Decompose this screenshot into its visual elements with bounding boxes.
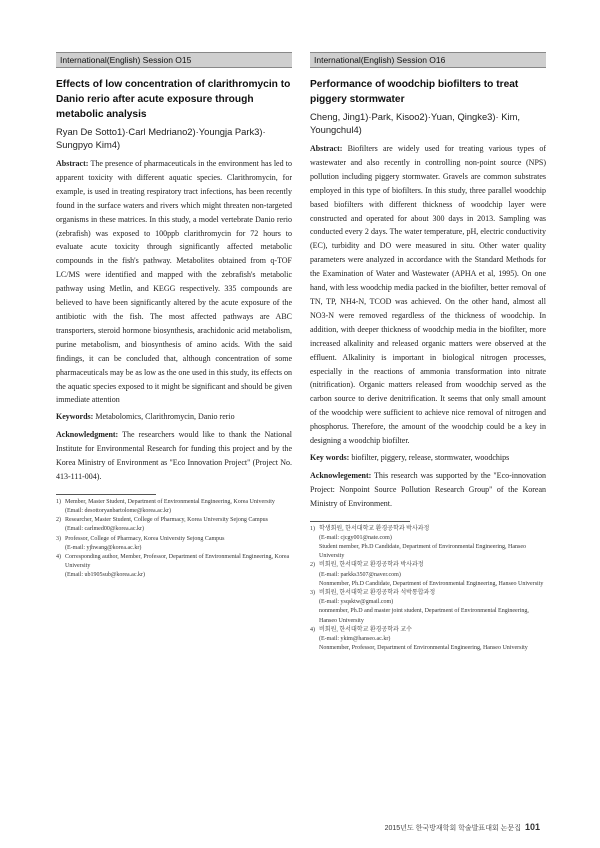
footnote-item	[56, 535, 292, 553]
footnote-text	[319, 589, 546, 626]
abstract	[56, 157, 292, 407]
article-authors: Cheng, Jing1)·Park, Kisoo2)·Yuan, Qingke3)· Kim, Youngchul4)	[310, 111, 520, 135]
article-authors: Ryan De Sotto1)·Carl Medriano2)·Youngja Park3)· Sungpyo Kim4)	[56, 126, 266, 150]
footnote-item	[56, 553, 292, 581]
keywords-text: Metabolomics, Clarithromycin, Danio rerio	[95, 412, 235, 422]
article-title: Performance of woodchip biofilters to treat piggery stormwater	[310, 79, 519, 105]
keywords-text: biofilter, piggery, release, stormwater, woodchips	[351, 452, 510, 462]
footnote-line: (Email: ub1905sub@korea.ac.kr)	[65, 572, 146, 579]
footnote-item	[56, 498, 292, 516]
footnote-number: 1)	[56, 498, 61, 505]
footnote-divider	[56, 494, 156, 495]
footnote-line: Researcher, Master Student, College of Pharmacy, Korea University Sejong Campus	[65, 517, 268, 524]
session-label: International(English) Session O15	[56, 52, 292, 68]
footnote-number: 3)	[56, 535, 61, 542]
abstract-label: Abstract:	[56, 159, 89, 168]
footer-text: 2015년도 한국방재학회 학술발표대회 논문집	[384, 825, 521, 832]
footnote-number: 1)	[310, 525, 315, 532]
footnote-text	[319, 626, 528, 654]
footnote-item	[310, 525, 546, 562]
footnote-line: Student member, Ph.D Candidate, Department of Environmental Engineering, Hanseo University	[319, 543, 527, 560]
footnote-line: (E-mail: cjcgy001@nate.com)	[319, 534, 392, 541]
footnote-line: Corresponding author, Member, Professor, Department of Environmental Engineering, Korea University	[65, 554, 290, 570]
footnote-text	[65, 498, 275, 516]
footnote-text	[65, 516, 268, 534]
footnote-text	[65, 553, 292, 581]
keywords-label: Keywords:	[56, 412, 94, 422]
left-article	[56, 52, 292, 581]
keywords	[56, 410, 292, 424]
footnotes	[310, 525, 546, 654]
abstract-label: Abstract:	[310, 144, 343, 153]
footnote-line: Nonmember, Ph.D Candidate, Department of Environmental Engineering, Hanseo University	[319, 580, 544, 587]
acknowledgment	[56, 428, 292, 484]
footnote-divider	[310, 521, 410, 522]
footnote-line: (Email: carlmed00@korea.ac.kr)	[65, 526, 144, 533]
footnote-line: (E-mail: ysqsktw@gmail.com)	[319, 599, 394, 606]
footnote-line: Member, Master Student, Department of Environmental Engineering, Korea University	[65, 498, 275, 505]
keywords	[310, 451, 546, 465]
footnote-text	[65, 535, 225, 553]
ack-label: Acknowlegement:	[310, 470, 372, 480]
footnote-item	[310, 589, 546, 626]
footnote-line: 비회원, 한서대학교 환경공학과 박사과정	[319, 562, 424, 569]
footnote-item	[310, 561, 546, 589]
page-number: 101	[524, 822, 540, 832]
footnote-number: 4)	[310, 626, 315, 633]
keywords-label: Key words:	[310, 452, 350, 462]
abstract-text: Biofilters are widely used for treating various types of wastewater and also recently in controlling non-point source (NPS) pollution including piggery stormwater. Gravels are common substrates employed in this type of biofilters. In this study, three parallel woodchip based biofilters with different thickness of woodchip layer were constructed and operated for about 300 days in 2013. Sampling was conducted every 2 days. The water temperature, pH, electric conductivity (EC), turbidity and DO were measured in situ. Other water quality parameters were analyzed in accordance with the Standard Methods for the Examination of Water and Wastewater (APHA et al, 1995). On one hand, with less woodchip media packed in the biofilter, better removal of TN, TP, NH4-N, TCOD was achieved. On the other hand, almost all NO3-N were removed regardless of the thickness of woodchip. In addition, with deeper thickness of woodchip media in the biofilter, more increased alkalinity and released organic matters were observed at the effluent. Alkalinity is important in biological nitrogen processes, especially in the reactions of ammonia transformation into nitrate (nitrification). Organic matters released from woodchip served as the carbon source to derive denitrification. It seems that only small amount of the woodchip were sufficient to achieve nice removal of nitrogen and phosphorus. Therefore, the amount of the woodchip could be a key in designing a woodchip biofilter.	[310, 144, 546, 446]
abstract	[310, 142, 546, 448]
footnote-number: 3)	[310, 589, 315, 596]
footnote-line: 학생회원, 한서대학교 환경공학과 박사과정	[319, 525, 430, 532]
session-label: International(English) Session O16	[310, 52, 546, 68]
ack-label: Acknowledgment:	[56, 430, 119, 440]
footnote-line: 비회원, 한서대학교 환경공학과 석박통합과정	[319, 589, 436, 596]
footnote-text	[319, 561, 543, 589]
footnote-line: Professor, College of Pharmacy, Korea University Sejong Campus	[65, 535, 225, 542]
footnote-number: 2)	[56, 517, 61, 524]
footnote-text	[319, 525, 546, 562]
footnote-line: (Email: desottoryanbartolome@korea.ac.kr)	[65, 508, 171, 515]
acknowledgment	[310, 469, 546, 511]
footnote-line: nonmember, Ph.D and master joint student, Department of Environmental Engineering, Hanseo University	[319, 608, 529, 624]
footnote-item	[310, 626, 546, 654]
ack-text: The researchers would like to thank the National Institute for Environmental Research for funding this project and by the Korea Ministry of Environment as "Eco Innovation Project" (Project No. 413-111-004).	[56, 430, 292, 481]
footnote-line: (E-mail: parkks3507@naver.com)	[319, 571, 401, 578]
footnote-line: Nonmember, Professor, Department of Environmental Engineering, Hanseo University	[319, 645, 528, 652]
footnote-line: (E-mail: yjhwang@korea.ac.kr)	[65, 544, 142, 551]
article-title: Effects of low concentration of clarithromycin to Danio rerio after acute exposure through metabolic analysis	[56, 79, 291, 120]
footnote-line: (E-mail: ykim@hanseo.ac.kr)	[319, 636, 391, 642]
page-footer	[385, 822, 540, 833]
footnote-line: 비회원, 한서대학교 환경공학과 교수	[319, 626, 412, 633]
right-article	[310, 52, 546, 653]
abstract-text: The presence of pharmaceuticals in the environment has led to apparent toxicity with different aquatic species. Clarithromycin, for example, is used in treating respiratory tract infections, has been recently found in the surface waters and rivers which might threaten non-targeted organisms in these matrices. In this study, a model vertebrate Danio rerio (zebrafish) was exposed to 100ppb clarithromycin for 72 hours to evaluate acute toxicity through significantly affected metabolic compounds in the fish's pathway. Metabolites obtained from q-TOF LC/MS were identified and mapped with the zebrafish's metabolic pathway using Metlin, and KEGG respectively. 335 compounds are believed to have been significantly altered by the acute exposure of the antibiotic with the fish. The most affected pathways are ABC transporters, steroid hormone biosynthesis, arachidonic acid metabolism, purine metabolism, and biosynthesis of amino acids. With the said findings, it can be concluded that, although concentration of some pharmaceuticals may be as low as the one used in this study, its effects on the aquatic species exposed to it might be significant and should be given immediate attention	[56, 159, 292, 405]
footnote-item	[56, 516, 292, 534]
footnote-number: 2)	[310, 562, 315, 569]
footnote-number: 4)	[56, 554, 61, 561]
footnotes	[56, 498, 292, 581]
ack-text: This research was supported by the "Eco-innovation Project: Nonpoint Source Pollution Research Group" of the Korean Ministry of Environment.	[310, 470, 546, 508]
